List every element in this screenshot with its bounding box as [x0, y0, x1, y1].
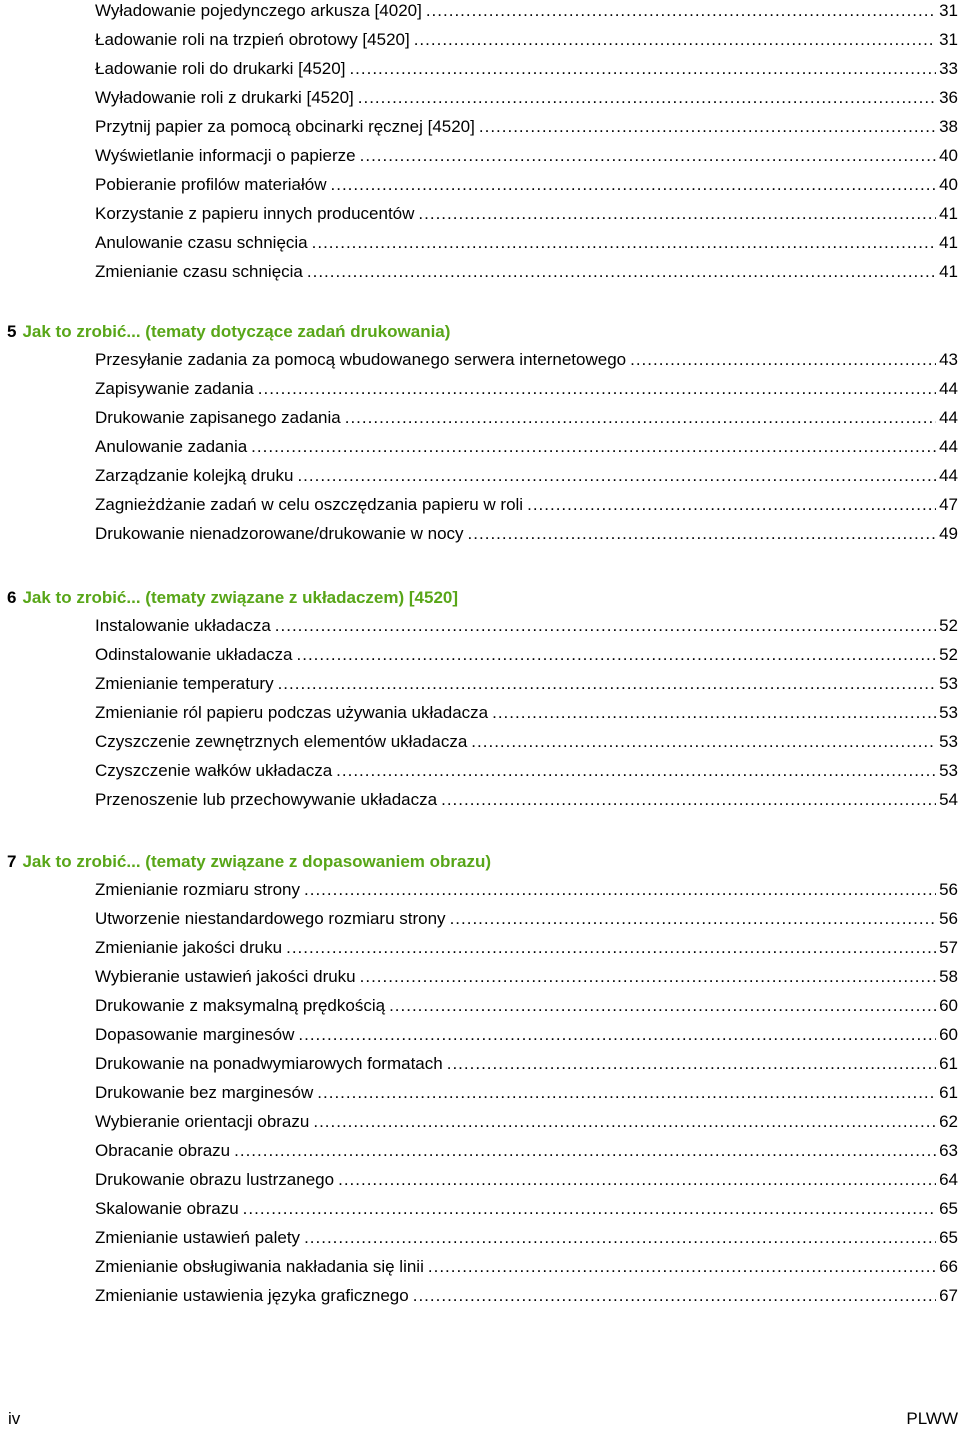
toc-entry[interactable] [95, 908, 958, 930]
toc-entry[interactable] [95, 378, 958, 400]
toc-entry-title: Drukowanie z maksymalną prędkością [95, 996, 386, 1015]
dot-leader [243, 1198, 936, 1220]
toc-entry[interactable] [95, 494, 958, 516]
toc-entry-title: Drukowanie bez marginesów [95, 1083, 314, 1102]
toc-entry-title: Zmienianie czasu schnięcia [95, 262, 303, 281]
dot-leader [304, 1227, 936, 1249]
chapter-title: Jak to zrobić... (tematy dotyczące zadań drukowania) [22, 322, 451, 341]
dot-leader [331, 174, 937, 196]
toc-entry[interactable] [95, 879, 958, 901]
toc-entry[interactable] [95, 1082, 958, 1104]
toc-entry-page: 47 [939, 495, 958, 514]
toc-entry[interactable] [95, 29, 958, 51]
toc-entry-page: 31 [939, 1, 958, 20]
toc-entry-title: Przenoszenie lub przechowywanie układacza [95, 790, 438, 809]
toc-entry-page: 38 [939, 117, 958, 136]
toc-entry-page: 53 [939, 761, 958, 780]
toc-entry-title: Przesyłanie zadania za pomocą wbudowanego serwera internetowego [95, 350, 627, 369]
toc-entry-title: Czyszczenie zewnętrznych elementów układacza [95, 732, 468, 751]
toc-entry-page: 33 [939, 59, 958, 78]
toc-entry-title: Zmienianie rozmiaru strony [95, 880, 301, 899]
dot-leader [389, 995, 936, 1017]
toc-entry[interactable] [95, 1111, 958, 1133]
toc-entry-page: 66 [939, 1257, 958, 1276]
toc-entry-page: 57 [939, 938, 958, 957]
toc-entry-page: 52 [939, 645, 958, 664]
dot-leader [251, 436, 936, 458]
dot-leader [358, 87, 936, 109]
chapter-number: 5 [7, 322, 17, 341]
toc-entry[interactable] [95, 731, 958, 753]
toc-entry-title: Dopasowanie marginesów [95, 1025, 295, 1044]
toc-entry-page: 61 [939, 1054, 958, 1073]
toc-entry-title: Skalowanie obrazu [95, 1199, 239, 1218]
dot-leader [234, 1140, 936, 1162]
toc-entry-page: 43 [939, 350, 958, 369]
toc-entry-title: Korzystanie z papieru innych producentów [95, 204, 415, 223]
toc-entry-title: Obracanie obrazu [95, 1141, 231, 1160]
toc-entry-page: 56 [939, 909, 958, 928]
chapter-heading-6[interactable] [7, 586, 458, 610]
toc-entry-page: 41 [939, 262, 958, 281]
toc-entry[interactable] [95, 116, 958, 138]
dot-leader [345, 407, 936, 429]
dot-leader [278, 673, 937, 695]
toc-entry-page: 31 [939, 30, 958, 49]
chapter-number: 7 [7, 852, 17, 871]
chapter-heading-5[interactable] [7, 320, 450, 344]
dot-leader [349, 58, 936, 80]
dot-leader [468, 523, 937, 545]
toc-entry-page: 52 [939, 616, 958, 635]
toc-entry-page: 62 [939, 1112, 958, 1131]
toc-entry[interactable] [95, 0, 958, 22]
toc-entry-page: 60 [939, 1025, 958, 1044]
dot-leader [338, 1169, 936, 1191]
toc-entry-title: Drukowanie zapisanego zadania [95, 408, 341, 427]
dot-leader [258, 378, 936, 400]
toc-entry[interactable] [95, 966, 958, 988]
toc-entry[interactable] [95, 174, 958, 196]
toc-entry-page: 61 [939, 1083, 958, 1102]
dot-leader [298, 1024, 936, 1046]
toc-entry-page: 44 [939, 408, 958, 427]
dot-leader [313, 1111, 936, 1133]
chapter-number: 6 [7, 588, 17, 607]
toc-entry[interactable] [95, 937, 958, 959]
toc-entry-title: Odinstalowanie układacza [95, 645, 293, 664]
toc-entry-page: 44 [939, 379, 958, 398]
toc-entry[interactable] [95, 1227, 958, 1249]
toc-entry-page: 60 [939, 996, 958, 1015]
toc-entry[interactable] [95, 1256, 958, 1278]
toc-entry-page: 36 [939, 88, 958, 107]
toc-entry[interactable] [95, 789, 958, 811]
dot-leader [312, 232, 936, 254]
toc-entry[interactable] [95, 1024, 958, 1046]
toc-entry[interactable] [95, 673, 958, 695]
toc-entry-page: 65 [939, 1199, 958, 1218]
toc-entry[interactable] [95, 87, 958, 109]
dot-leader [286, 937, 936, 959]
toc-entry-page: 58 [939, 967, 958, 986]
toc-entry[interactable] [95, 203, 958, 225]
toc-entry-title: Ładowanie roli do drukarki [4520] [95, 59, 346, 78]
toc-entry-title: Czyszczenie wałków układacza [95, 761, 333, 780]
toc-entry[interactable] [95, 145, 958, 167]
dot-leader [471, 731, 936, 753]
toc-entry-page: 53 [939, 674, 958, 693]
toc-entry[interactable] [95, 1169, 958, 1191]
toc-entry-page: 44 [939, 437, 958, 456]
toc-entry[interactable] [95, 349, 958, 371]
dot-leader [527, 494, 936, 516]
toc-entry-title: Zmienianie jakości druku [95, 938, 283, 957]
toc-entry[interactable] [95, 1053, 958, 1075]
dot-leader [441, 789, 936, 811]
toc-entry-page: 56 [939, 880, 958, 899]
chapter-heading-7[interactable] [7, 850, 491, 874]
dot-leader [317, 1082, 936, 1104]
toc-entry[interactable] [95, 232, 958, 254]
toc-entry-title: Wybieranie orientacji obrazu [95, 1112, 310, 1131]
chapter-title: Jak to zrobić... (tematy związane z układaczem) [4520] [22, 588, 459, 607]
toc-entry-title: Zmienianie ról papieru podczas używania układacza [95, 703, 489, 722]
toc-entry-title: Wyładowanie pojedynczego arkusza [4020] [95, 1, 422, 20]
dot-leader [413, 1285, 936, 1307]
toc-entry-title: Zarządzanie kolejką druku [95, 466, 294, 485]
dot-leader [304, 879, 936, 901]
dot-leader [360, 145, 936, 167]
toc-entry-page: 49 [939, 524, 958, 543]
footer-doc-code: PLWW [906, 1409, 958, 1428]
toc-entry-title: Wyświetlanie informacji o papierze [95, 146, 356, 165]
toc-entry[interactable] [95, 523, 958, 545]
dot-leader [450, 908, 937, 930]
toc-entry[interactable] [95, 58, 958, 80]
toc-entry[interactable] [95, 615, 958, 637]
toc-entry-title: Drukowanie obrazu lustrzanego [95, 1170, 335, 1189]
toc-entry-page: 41 [939, 233, 958, 252]
dot-leader [492, 702, 936, 724]
dot-leader [297, 644, 937, 666]
toc-entry[interactable] [95, 995, 958, 1017]
toc-entry-page: 67 [939, 1286, 958, 1305]
toc-entry-title: Przytnij papier za pomocą obcinarki ręcznej [4520] [95, 117, 475, 136]
toc-entry-title: Zapisywanie zadania [95, 379, 254, 398]
dot-leader [479, 116, 936, 138]
toc-entry-title: Ładowanie roli na trzpień obrotowy [4520] [95, 30, 410, 49]
toc-entry-page: 44 [939, 466, 958, 485]
toc-entry-page: 64 [939, 1170, 958, 1189]
dot-leader [414, 29, 936, 51]
toc-entry-page: 53 [939, 703, 958, 722]
dot-leader [307, 261, 936, 283]
toc-entry-page: 63 [939, 1141, 958, 1160]
dot-leader [336, 760, 936, 782]
dot-leader [418, 203, 936, 225]
toc-entry-title: Anulowanie zadania [95, 437, 248, 456]
toc-entry[interactable] [95, 760, 958, 782]
toc-entry[interactable] [95, 261, 958, 283]
toc-entry-page: 65 [939, 1228, 958, 1247]
toc-entry[interactable] [95, 702, 958, 724]
toc-entry-title: Utworzenie niestandardowego rozmiaru strony [95, 909, 446, 928]
toc-entry[interactable] [95, 465, 958, 487]
toc-entry-title: Drukowanie na ponadwymiarowych formatach [95, 1054, 443, 1073]
toc-entry-page: 41 [939, 204, 958, 223]
toc-entry-page: 40 [939, 146, 958, 165]
toc-entry-title: Zmienianie ustawień palety [95, 1228, 301, 1247]
toc-entry[interactable] [95, 1285, 958, 1307]
toc-entry-page: 54 [939, 790, 958, 809]
toc-entry-page: 53 [939, 732, 958, 751]
toc-entry-title: Wyładowanie roli z drukarki [4520] [95, 88, 354, 107]
toc-entry-title: Zmienianie temperatury [95, 674, 274, 693]
dot-leader [630, 349, 936, 371]
toc-entry-title: Anulowanie czasu schnięcia [95, 233, 308, 252]
toc-entry-title: Zmienianie obsługiwania nakładania się linii [95, 1257, 424, 1276]
footer-page-number: iv [8, 1409, 21, 1428]
dot-leader [426, 0, 936, 22]
toc-entry-page: 40 [939, 175, 958, 194]
toc-entry-title: Pobieranie profilów materiałów [95, 175, 327, 194]
toc-entry[interactable] [95, 1140, 958, 1162]
toc-entry[interactable] [95, 644, 958, 666]
toc-entry-title: Zmienianie ustawienia języka graficznego [95, 1286, 409, 1305]
dot-leader [360, 966, 936, 988]
toc-entry-title: Zagnieżdżanie zadań w celu oszczędzania papieru w roli [95, 495, 524, 514]
dot-leader [275, 615, 936, 637]
toc-entry-title: Wybieranie ustawień jakości druku [95, 967, 356, 986]
dot-leader [428, 1256, 936, 1278]
toc-entry-title: Instalowanie układacza [95, 616, 271, 635]
toc-entry-title: Drukowanie nienadzorowane/drukowanie w nocy [95, 524, 464, 543]
toc-entry[interactable] [95, 407, 958, 429]
toc-entry[interactable] [95, 436, 958, 458]
dot-leader [297, 465, 936, 487]
dot-leader [447, 1053, 936, 1075]
toc-entry[interactable] [95, 1198, 958, 1220]
chapter-title: Jak to zrobić... (tematy związane z dopasowaniem obrazu) [22, 852, 492, 871]
